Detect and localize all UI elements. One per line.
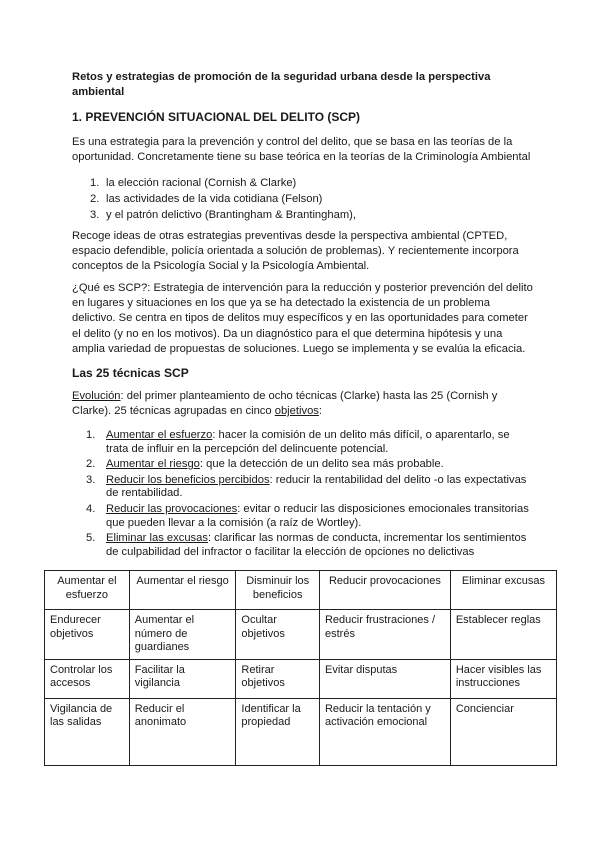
objective-text: : hacer la comisión de un delito más difícil, o aparentarlo, se trata de influir en la percepción del delincuente potencial. [106, 429, 510, 455]
objective-label: Aumentar el riesgo [106, 458, 200, 471]
evolucion-text: : del primer planteamiento de ocho técnicas (Clarke) hasta las 25 (Cornish y Clarke). 25 técnicas agrupadas en cinco [72, 390, 498, 418]
list-item [86, 474, 532, 501]
list-text: y el patrón delictivo (Brantingham & Brantingham), [106, 209, 356, 221]
table-header-cell: Reducir provocaciones [319, 571, 450, 610]
table-cell: Aumentar el número de guardianes [129, 610, 236, 660]
list-item [86, 503, 532, 530]
table-cell: Evitar disputas [319, 659, 450, 698]
table-header-cell: Disminuir los beneficios [236, 571, 320, 610]
document-title: Retos y estrategias de promoción de la seguridad urbana desde la perspectiva ambiental [72, 71, 491, 98]
recoge-paragraph: Recoge ideas de otras estrategias preventivas desde la perspectiva ambiental (CPTED, espacio defendible, policía orientada a solución de problemas). Y recientemente incorpora conceptos de la Psicología Social y la Psicología Ambiental. [72, 230, 519, 273]
table-row [45, 659, 557, 698]
objective-text: : clarificar las normas de conducta, incrementar los sentimientos de culpabilidad del infractor o facilitar la elección de opciones no delictivas [106, 532, 527, 558]
table-header-cell: Aumentar el riesgo [129, 571, 236, 610]
table-cell: Facilitar la vigilancia [129, 659, 236, 698]
que-es-paragraph: ¿Qué es SCP?: Estrategia de intervención para la reducción y posterior prevención del delito en lugares y situaciones en los que ya se ha detectado la existencia de un problema delictivo. Se centra en tipos de delitos muy específicos y en las oportunidades para cometer el delito (y no en los motivos). Da un diagnóstico para el que determina hipótesis y una amplia variedad de propuestas de soluciones. Luego se implementa y se evalúa la eficacia. [72, 282, 533, 355]
list-item [86, 532, 532, 559]
objetivos-label: objetivos [274, 405, 319, 418]
table-header-cell: Eliminar excusas [450, 571, 556, 610]
objective-label: Aumentar el esfuerzo [106, 429, 213, 441]
objective-label: Reducir las provocaciones [106, 502, 238, 515]
list-item [90, 191, 530, 207]
list-number: 3. [90, 209, 100, 221]
list-number: 1. [90, 177, 100, 189]
table-cell: Concienciar [450, 698, 556, 765]
table-header-cell: Aumentar el esfuerzo [45, 571, 130, 610]
table-header-row [45, 571, 557, 610]
objective-text: : evitar o reducir las disposiciones emocionales transitorias que pueden llevar a la comisión (a raíz de Wortley). [106, 502, 529, 529]
objective-text: : reducir la rentabilidad del delito -o las expectativas de rentabilidad. [106, 473, 527, 500]
evolucion-paragraph [72, 389, 534, 419]
table-cell: Identificar la propiedad [236, 698, 320, 765]
list-item [86, 458, 532, 472]
intro-paragraph: Es una estrategia para la prevención y control del delito, que se basa en las teorías de la oportunidad. Concretamente tiene su base teórica en la teorías de la Criminología Ambiental [72, 136, 531, 164]
table-cell: Reducir el anonimato [129, 698, 236, 765]
theories-list [90, 175, 530, 223]
list-number: 2. [90, 193, 100, 205]
list-text: las actividades de la vida cotidiana (Felson) [106, 193, 323, 205]
table-cell: Hacer visibles las instrucciones [450, 659, 556, 698]
list-number: 5. [86, 532, 96, 545]
table-cell: Endurecer objetivos [45, 610, 130, 660]
table-row [45, 698, 557, 765]
list-item [90, 175, 530, 191]
list-item [90, 207, 530, 223]
objectives-list [86, 429, 532, 561]
table-cell: Retirar objetivos [236, 659, 320, 698]
list-number: 2. [86, 458, 96, 471]
list-number: 4. [86, 502, 96, 515]
objective-label: Reducir los beneficios percibidos [106, 473, 270, 486]
list-text: la elección racional (Cornish & Clarke) [106, 177, 297, 189]
table-cell: Controlar los accesos [45, 659, 130, 698]
section-heading-scp: 1. PREVENCIÓN SITUACIONAL DEL DELITO (SCP) [72, 110, 361, 124]
table-cell: Ocultar objetivos [236, 610, 320, 660]
evolucion-label: Evolución [72, 390, 121, 402]
table-row [45, 610, 557, 660]
table-cell: Establecer reglas [450, 610, 556, 660]
objective-text: : que la detección de un delito sea más probable. [199, 458, 444, 471]
table-cell: Reducir frustraciones / estrés [319, 610, 450, 660]
table-cell: Reducir la tentación y activación emocional [319, 698, 450, 765]
list-item [86, 429, 532, 456]
techniques-table [44, 570, 557, 766]
list-number: 1. [86, 429, 96, 441]
evolucion-end: : [318, 405, 322, 418]
list-number: 3. [86, 473, 96, 486]
table-cell: Vigilancia de las salidas [45, 698, 130, 765]
section-heading-25-tecnicas: Las 25 técnicas SCP [72, 366, 189, 380]
objective-label: Eliminar las excusas [106, 532, 208, 545]
